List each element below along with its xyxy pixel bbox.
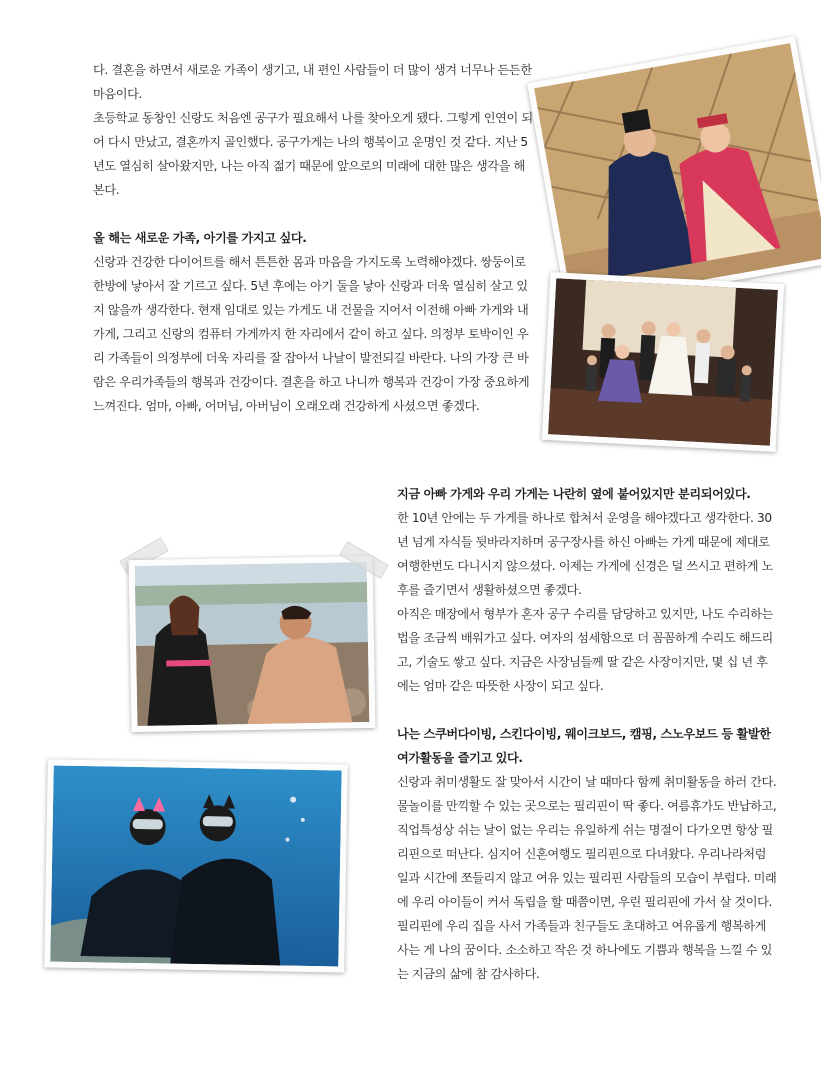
family-wedding-photo [542, 272, 784, 452]
paragraph: 아직은 매장에서 형부가 혼자 공구 수리를 담당하고 있지만, 나도 수리하는 법을 조금씩 배워가고 싶다. 여자의 섬세함으로 더 꼼꼼하게 수리도 해드리고, 기술도 쌓고 싶다. 지금은 사장님들께 딸 같은 사장이지만, 몇 십 년 후에는 엄마 같은 따뜻한 사장이 되고 싶다. [397, 607, 773, 693]
paragraph: 한 10년 안에는 두 가게를 하나로 합쳐서 운영을 해야겠다고 생각한다. 30년 넘게 자식들 뒷바라지하며 공구장사를 하신 아빠는 가게 때문에 제대로 여행한번도 다니시지 않으셨다. 이제는 가게에 신경은 덜 쓰시고 편하게 노후를 즐기면서 생활하셨으면 좋겠다. [397, 511, 773, 597]
section-heading: 지금 아빠 가게와 우리 가게는 나란히 옆에 붙어있지만 분리되어있다. [397, 487, 751, 501]
paragraph: 초등학교 동창인 신랑도 처음엔 공구가 필요해서 나를 찾아오게 됐다. 그렇게 인연이 되어 다시 만났고, 결혼까지 골인했다. 공구가게는 나의 행복이고 운명인 것 같다. 지난 5년도 열심히 살아왔지만, 나는 아직 젊기 때문에 앞으로의 미래에 대한 많은 생각을 해 본다. [93, 111, 533, 197]
wedding-hanbok-photo [527, 36, 821, 310]
beach-couple-photo [129, 556, 376, 732]
article-text-top [93, 58, 533, 418]
section-heading: 올 해는 새로운 가족, 아기를 가지고 싶다. [93, 231, 307, 245]
paragraph: 신랑과 취미생활도 잘 맞아서 시간이 날 때마다 함께 취미활동을 하러 간다. 물놀이를 만끽할 수 있는 곳으로는 필리핀이 딱 좋다. 여름휴가도 반납하고, 직업특성상 쉬는 날이 없는 우리는 유일하게 쉬는 명절이 다가오면 항상 필리핀으로 떠난다. 심지어 신혼여행도 필리핀으로 다녀왔다. 우리나라처럼 일과 시간에 쪼들리지 않고 여유 있는 필리핀 사람들의 모습이 부럽다. 미래에 우리 아이들이 커서 독립을 할 때쯤이면, 우린 필리핀에 가서 살 것이다. 필리핀에 우리 집을 사서 가족들과 친구들도 초대하고 여유롭게 행복하게 사는 게 나의 꿈이다. 소소하고 작은 것 하나에도 기쁨과 행복을 느낄 수 있는 지금의 삶에 참 감사하다. [397, 775, 777, 981]
paragraph: 신랑과 건강한 다이어트를 해서 튼튼한 몸과 마음을 가지도록 노력해야겠다. 쌍둥이로 한방에 낳아서 잘 기르고 싶다. 5년 후에는 아기 둘을 낳아 신랑과 더욱 열심히 살고 있지 않을까 생각한다. 현재 임대로 있는 가게도 내 건물을 지어서 이전해 아빠 가게와 내 가게, 그리고 신랑의 컴퓨터 가게까지 한 자리에서 같이 하고 싶다. 의정부 토박이인 우리 가족들이 의정부에 더욱 자리를 잘 잡아서 나날이 발전되길 바란다. 나의 가장 큰 바람은 우리가족들의 행복과 건강이다. 결혼을 하고 나니까 행복과 건강이 가장 중요하게 느껴진다. 엄마, 아빠, 어머님, 아버님이 오래오래 건강하게 사셨으면 좋겠다. [93, 255, 530, 413]
article-text-bottom [397, 482, 777, 986]
scuba-diving-photo [44, 759, 348, 972]
section-heading: 나는 스쿠버다이빙, 스킨다이빙, 웨이크보드, 캠핑, 스노우보드 등 활발한 여가활동을 즐기고 있다. [397, 727, 771, 765]
paragraph: 다. 결혼을 하면서 새로운 가족이 생기고, 내 편인 사람들이 더 많이 생겨 너무나 든든한 마음이다. [93, 63, 532, 101]
